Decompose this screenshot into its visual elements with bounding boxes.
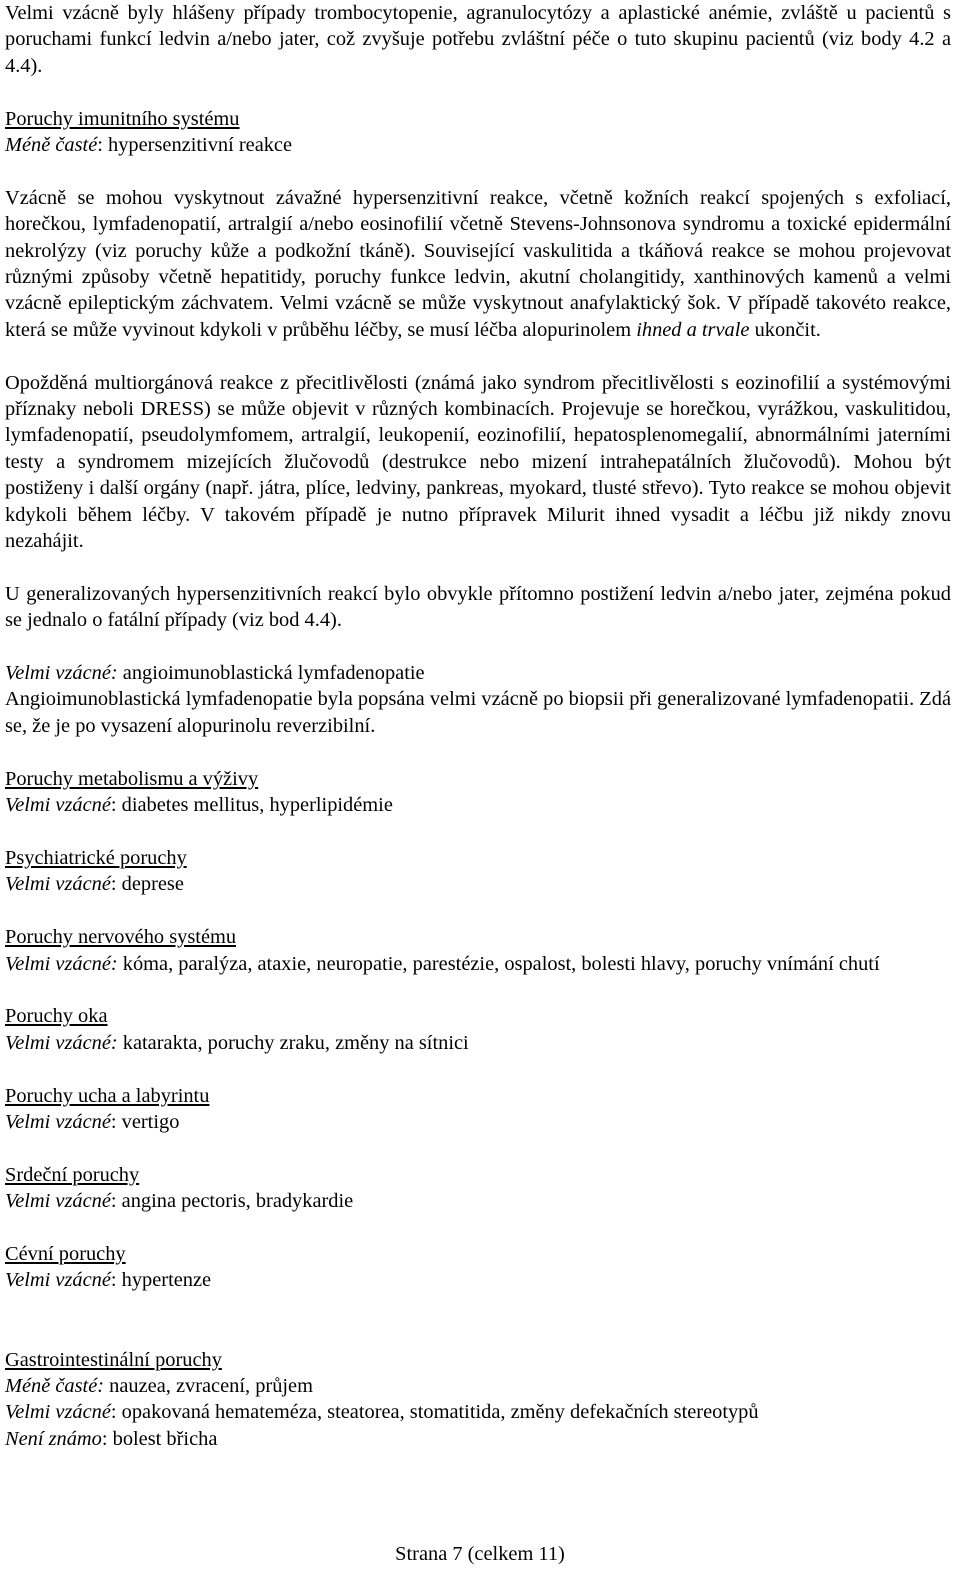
nervous-text: kóma, paralýza, ataxie, neuropatie, parestézie, ospalost, bolesti hlavy, poruchy vnímání chutí [117, 952, 880, 975]
document-body [5, 0, 951, 1452]
immune-paragraph-1 [5, 185, 951, 343]
nervous-label: Velmi vzácné: [5, 952, 118, 975]
gastro-uncommon-label: Méně časté: [5, 1374, 105, 1397]
immune-paragraph-1-emphasis: ihned a trvale [636, 318, 750, 341]
ear-line [5, 1109, 951, 1135]
immune-paragraph-1-end: ukončit. [749, 318, 821, 341]
cardiac-heading: Srdeční poruchy [5, 1163, 140, 1186]
cardiac-label: Velmi vzácné [5, 1190, 111, 1213]
immune-rare-line [5, 660, 951, 686]
eye-line [5, 1030, 951, 1056]
gastro-rare-label: Velmi vzácné [5, 1401, 111, 1424]
immune-rare-label: Velmi vzácné: [5, 662, 118, 685]
immune-paragraph-2: Opožděná multiorgánová reakce z přecitlivělosti (známá jako syndrom přecitlivělosti s eozinofilií a systémovými příznaky neboli DRESS) se může objevit v různých kombinacích. Projevuje se horečkou, vyrážkou, vaskulitidou, lymfadenopatií, pseudolymfomem, artralgií, leukopenií, eozinofilií, hepatosplenomegalií, abnormálními jaterními testy a syndromem mizejících žlučovodů (destrukce nebo mizení intrahepatálních žlučovodů). Mohou být postiženy i další orgány (např. játra, plíce, ledviny, pankreas, myokard, tlusté střevo). Tyto reakce se mohou objevit kdykoli během léčby. V takovém případě je nutno přípravek Milurit ihned vysadit a léčbu již nikdy znovu nezahájit. [5, 371, 951, 553]
vascular-line [5, 1267, 951, 1293]
ear-text: : vertigo [110, 1110, 180, 1133]
page-number-footer: Strana 7 (celkem 11) [395, 1543, 565, 1565]
eye-text: katarakta, poruchy zraku, změny na sítnici [117, 1031, 469, 1054]
eye-heading: Poruchy oka [5, 1005, 108, 1028]
metabolism-line [5, 792, 951, 818]
gastro-uncommon-text: nauzea, zvracení, průjem [104, 1374, 313, 1397]
immune-paragraph-3: U generalizovaných hypersenzitivních reakcí bylo obvykle přítomno postižení ledvin a/nebo jater, zejména pokud se jednalo o fatální případy (viz bod 4.4). [5, 582, 951, 632]
ear-label: Velmi vzácné [5, 1110, 111, 1133]
metabolism-text: : diabetes mellitus, hyperlipidémie [110, 794, 393, 817]
nervous-heading: Poruchy nervového systému [5, 926, 237, 949]
immune-frequency-text: : hypersenzitivní reakce [97, 134, 293, 157]
cardiac-text: : angina pectoris, bradykardie [110, 1190, 354, 1213]
psychiatric-heading: Psychiatrické poruchy [5, 846, 187, 869]
immune-rare-text: angioimunoblastická lymfadenopatie [117, 662, 425, 685]
immune-paragraph-1-text: Vzácně se mohou vyskytnout závažné hypersenzitivní reakce, včetně kožních reakcí spojených s exfoliací, horečkou, lymfadenopatií, artralgií a/nebo eosinofilií včetně Stevens-Johnsonova syndromu a toxické epidermální nekrolýzy (viz poruchy kůže a podkožní tkáně). Související vaskulitida a tkáňová reakce se mohou projevovat různými způsoby včetně hepatitidy, poruchy funkce ledvin, akutní cholangitidy, xanthinových kamenů a velmi vzácně epileptickým záchvatem. Velmi vzácně se může vyskytnout anafylaktický šok. V případě takovéto reakce, která se může vyvinout kdykoli v průběhu léčby, se musí léčba alopurinolem [5, 186, 951, 341]
psychiatric-text: : deprese [110, 873, 184, 896]
psychiatric-line [5, 871, 951, 897]
gastro-unknown-label: Není známo [5, 1427, 102, 1450]
psychiatric-label: Velmi vzácné [5, 873, 111, 896]
immune-frequency-label: Méně časté [5, 134, 98, 157]
gastro-unknown-line [5, 1426, 951, 1452]
metabolism-label: Velmi vzácné [5, 794, 111, 817]
metabolism-heading: Poruchy metabolismu a výživy [5, 767, 259, 790]
gastro-uncommon-line [5, 1373, 951, 1399]
eye-label: Velmi vzácné: [5, 1031, 118, 1054]
vascular-label: Velmi vzácné [5, 1269, 111, 1292]
gastro-rare-line [5, 1399, 951, 1425]
gastro-unknown-text: : bolest břicha [101, 1427, 218, 1450]
gastro-rare-text: : opakovaná hemateméza, steatorea, stomatitida, změny defekačních stereotypů [110, 1401, 759, 1424]
vascular-text: : hypertenze [110, 1269, 212, 1292]
intro-paragraph: Velmi vzácně byly hlášeny případy trombocytopenie, agranulocytózy a aplastické anémie, zvláště u pacientů s poruchami funkcí ledvin a/nebo jater, což zvyšuje potřebu zvláštní péče o tuto skupinu pacientů (viz body 4.2 a 4.4). [5, 2, 951, 77]
cardiac-line [5, 1188, 951, 1214]
immune-heading: Poruchy imunitního systému [5, 107, 240, 130]
nervous-line [5, 951, 951, 977]
immune-frequency-line [5, 132, 951, 158]
gastro-heading: Gastrointestinální poruchy [5, 1348, 222, 1371]
vascular-heading: Cévní poruchy [5, 1242, 126, 1265]
immune-paragraph-4: Angioimunoblastická lymfadenopatie byla popsána velmi vzácně po biopsii při generalizované lymfadenopatii. Zdá se, že je po vysazení alopurinolu reverzibilní. [5, 688, 951, 737]
ear-heading: Poruchy ucha a labyrintu [5, 1084, 210, 1107]
